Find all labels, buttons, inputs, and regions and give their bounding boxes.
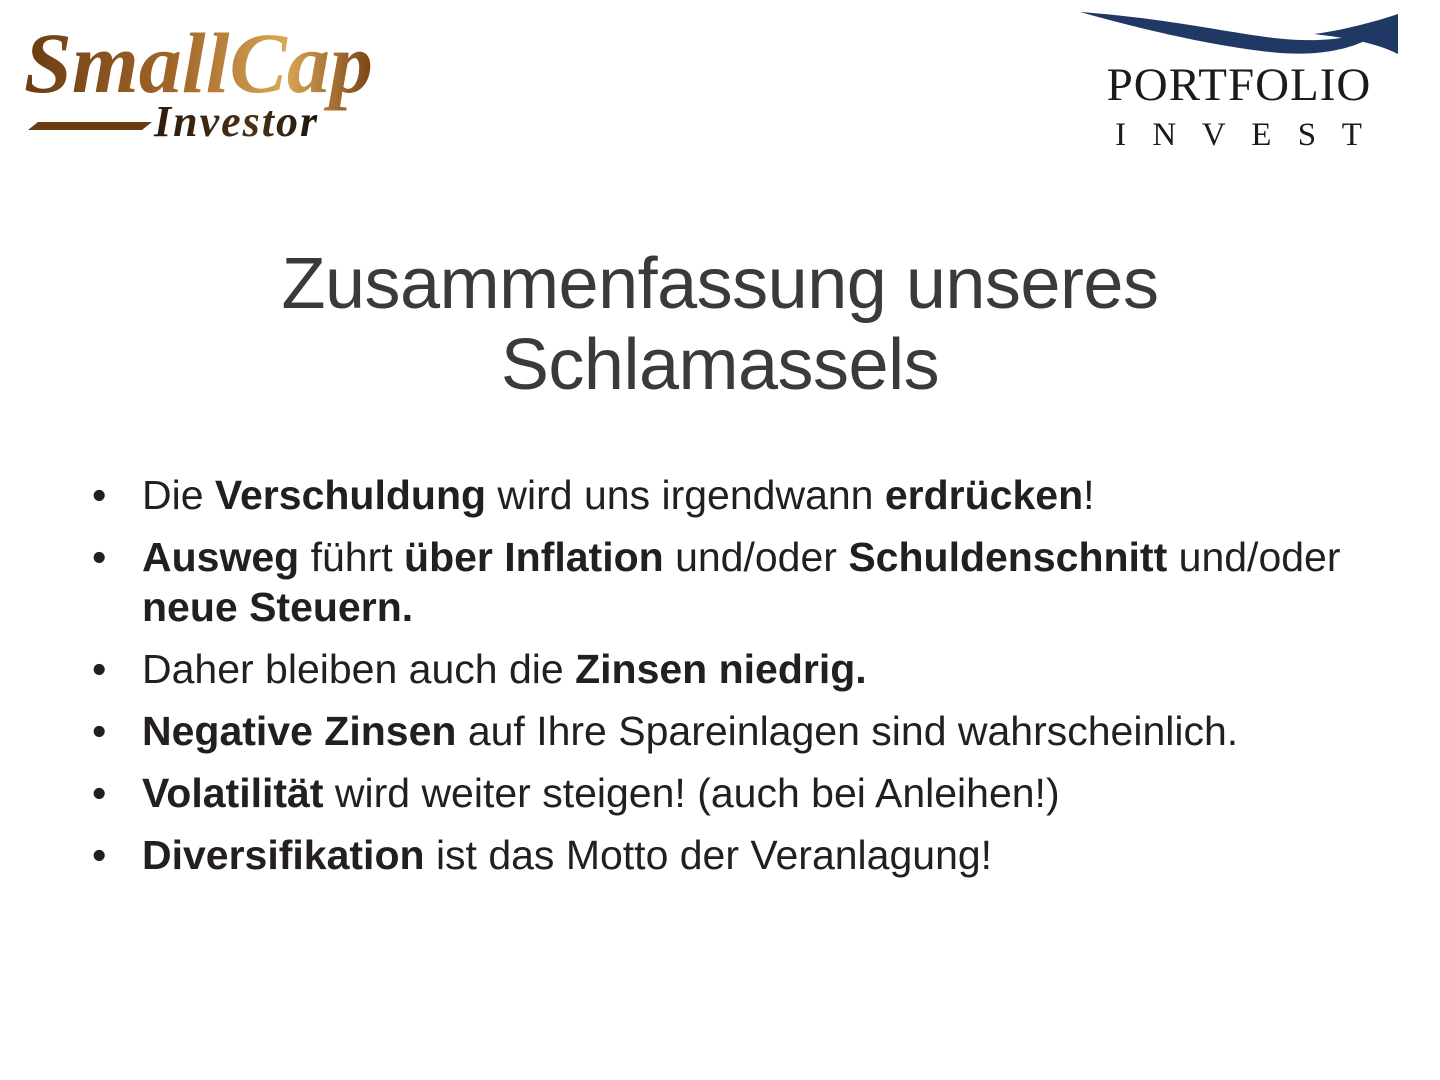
bullet-run: Die (142, 472, 215, 518)
bullet-run: und/oder (663, 534, 849, 581)
bullet-emphasis: erdrücken (884, 472, 1084, 518)
bullet-marker-icon: • (92, 708, 107, 755)
bullet-emphasis: neue Steuern. (142, 584, 414, 631)
bullet-marker-icon: • (92, 472, 107, 518)
bullet-marker-icon: • (92, 534, 107, 581)
bullet-text (142, 472, 1095, 518)
bullet-text (142, 832, 992, 878)
bullet-emphasis: Volatilität (142, 770, 324, 817)
bullet-emphasis: Verschuldung (214, 472, 487, 518)
portfolio-invest-logo (1074, 8, 1404, 158)
bullet-run: auf Ihre Spareinlagen sind wahrscheinlich. (456, 708, 1239, 755)
bullet-item (74, 532, 1374, 632)
bullet-item (74, 706, 1374, 756)
bullet-emphasis: Diversifikation (142, 832, 425, 879)
bullet-emphasis: Schuldenschnitt (848, 534, 1168, 581)
smallcap-investor-logo (24, 14, 424, 144)
svg-text:Investor: Investor (154, 97, 320, 144)
bullet-text (142, 708, 1238, 754)
swoosh-icon (1074, 8, 1404, 60)
bullet-run: führt (299, 534, 405, 581)
portfolio-logo-line1: PORTFOLIO (1106, 59, 1372, 111)
page-title: Zusammenfassung unseres Schlamassels (281, 244, 1159, 405)
bullet-item (74, 644, 1374, 694)
bullet-run: ! (1083, 472, 1095, 518)
bullet-run: und/oder (1167, 534, 1341, 581)
bullet-text (142, 770, 1060, 816)
bullet-marker-icon: • (92, 646, 107, 693)
bullet-item (74, 768, 1374, 818)
bullet-run: wird weiter steigen! (auch bei Anleihen!) (323, 770, 1060, 817)
svg-text:SmallCap: SmallCap (24, 15, 373, 111)
bullet-item (74, 470, 1374, 520)
bullet-text (142, 646, 867, 692)
bullet-emphasis: Zinsen niedrig. (575, 646, 867, 693)
bullet-emphasis: über Inflation (404, 534, 664, 581)
bullet-run: ist das Motto der Veranlagung! (424, 832, 993, 879)
bullet-emphasis: Negative Zinsen (142, 708, 457, 755)
portfolio-logo-line2: I N V E S T (1115, 117, 1371, 153)
bullet-item (74, 830, 1374, 880)
bullet-run: wird uns irgendwann (486, 472, 885, 518)
bullet-marker-icon: • (92, 770, 107, 817)
bullet-marker-icon: • (92, 832, 107, 879)
bullet-run: Daher bleiben auch die (142, 646, 576, 693)
bullet-text (142, 534, 1341, 630)
bullet-emphasis: Ausweg (142, 534, 300, 581)
bullet-list (74, 470, 1374, 892)
